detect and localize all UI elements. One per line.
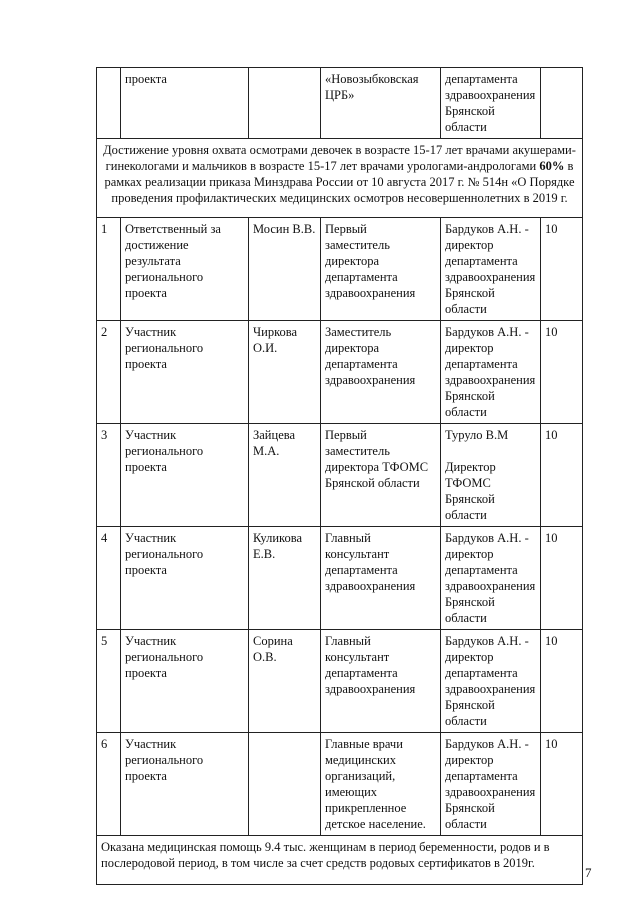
- cell-name: [249, 68, 321, 139]
- cell-name: [249, 733, 321, 836]
- cell-num: 3: [97, 424, 121, 527]
- cell-num: [97, 68, 121, 139]
- cell-num: 4: [97, 527, 121, 630]
- cell-role: Участник регионального проекта: [121, 321, 249, 424]
- cell-position: Главный консультант департамента здравоохранения: [321, 630, 441, 733]
- cell-position: Первый заместитель директора ТФОМС Брянской области: [321, 424, 441, 527]
- cell-name: Мосин В.В.: [249, 218, 321, 321]
- cell-share: 10: [541, 733, 583, 836]
- cell-role: Участник регионального проекта: [121, 733, 249, 836]
- responsibility-table: [96, 67, 583, 885]
- cell-name: Зайцева М.А.: [249, 424, 321, 527]
- cell-supervisor: Бардуков А.Н. - директор департамента здравоохранения Брянской области: [441, 733, 541, 836]
- cell-num: 2: [97, 321, 121, 424]
- cell-role: проекта: [121, 68, 249, 139]
- cell-supervisor: Бардуков А.Н. - директор департамента здравоохранения Брянской области: [441, 218, 541, 321]
- section-text-2: Оказана медицинская помощь 9.4 тыс. женщинам в период беременности, родов и в послеродовой период, в том числе за счет средств родовых сертификатов в 2019г.: [97, 836, 583, 885]
- cell-position: Главные врачи медицинских организаций, имеющих прикрепленное детское население.: [321, 733, 441, 836]
- table-row-top: [97, 68, 583, 139]
- cell-share: 10: [541, 527, 583, 630]
- cell-position: Первый заместитель директора департамента здравоохранения: [321, 218, 441, 321]
- section-text-pre: Достижение уровня охвата осмотрами девочек в возрасте 15-17 лет врачами акушерами-гинекологами и мальчиков в возрасте 15-17 лет врачами урологами-андрологами: [103, 143, 576, 173]
- table-row: [97, 321, 583, 424]
- cell-supervisor: Туруло В.М Директор ТФОМС Брянской области: [441, 424, 541, 527]
- cell-share: 10: [541, 321, 583, 424]
- cell-role: Участник регионального проекта: [121, 630, 249, 733]
- cell-supervisor: департамента здравоохранения Брянской области: [441, 68, 541, 139]
- table-row: [97, 733, 583, 836]
- cell-name: Сорина О.В.: [249, 630, 321, 733]
- cell-name: Чиркова О.И.: [249, 321, 321, 424]
- cell-num: 1: [97, 218, 121, 321]
- cell-supervisor: Бардуков А.Н. - директор департамента здравоохранения Брянской области: [441, 630, 541, 733]
- cell-num: 5: [97, 630, 121, 733]
- section-header-2: [97, 836, 583, 885]
- cell-name: Куликова Е.В.: [249, 527, 321, 630]
- cell-role: Участник регионального проекта: [121, 424, 249, 527]
- cell-supervisor: Бардуков А.Н. - директор департамента здравоохранения Брянской области: [441, 321, 541, 424]
- cell-position: Заместитель директора департамента здравоохранения: [321, 321, 441, 424]
- section-text-bold: 60%: [539, 159, 565, 173]
- table-row: [97, 424, 583, 527]
- table-row: [97, 630, 583, 733]
- cell-role: Ответственный за достижение результата регионального проекта: [121, 218, 249, 321]
- cell-position: Главный консультант департамента здравоохранения: [321, 527, 441, 630]
- cell-supervisor: Бардуков А.Н. - директор департамента здравоохранения Брянской области: [441, 527, 541, 630]
- section-text-post: в рамках реализации приказа Минздрава России от 10 августа 2017 г. № 514н «О Порядке проведения профилактических медицинских осмотров несовершеннолетних в 2019 г.: [104, 159, 575, 205]
- table-row: [97, 527, 583, 630]
- cell-share: 10: [541, 218, 583, 321]
- section-text-1: [97, 139, 583, 218]
- cell-share: 10: [541, 630, 583, 733]
- table-row: [97, 218, 583, 321]
- cell-share: [541, 68, 583, 139]
- cell-num: 6: [97, 733, 121, 836]
- page-number: 7: [585, 865, 592, 880]
- section-header-1: [97, 139, 583, 218]
- cell-role: Участник регионального проекта: [121, 527, 249, 630]
- cell-share: 10: [541, 424, 583, 527]
- cell-position: «Новозыбковская ЦРБ»: [321, 68, 441, 139]
